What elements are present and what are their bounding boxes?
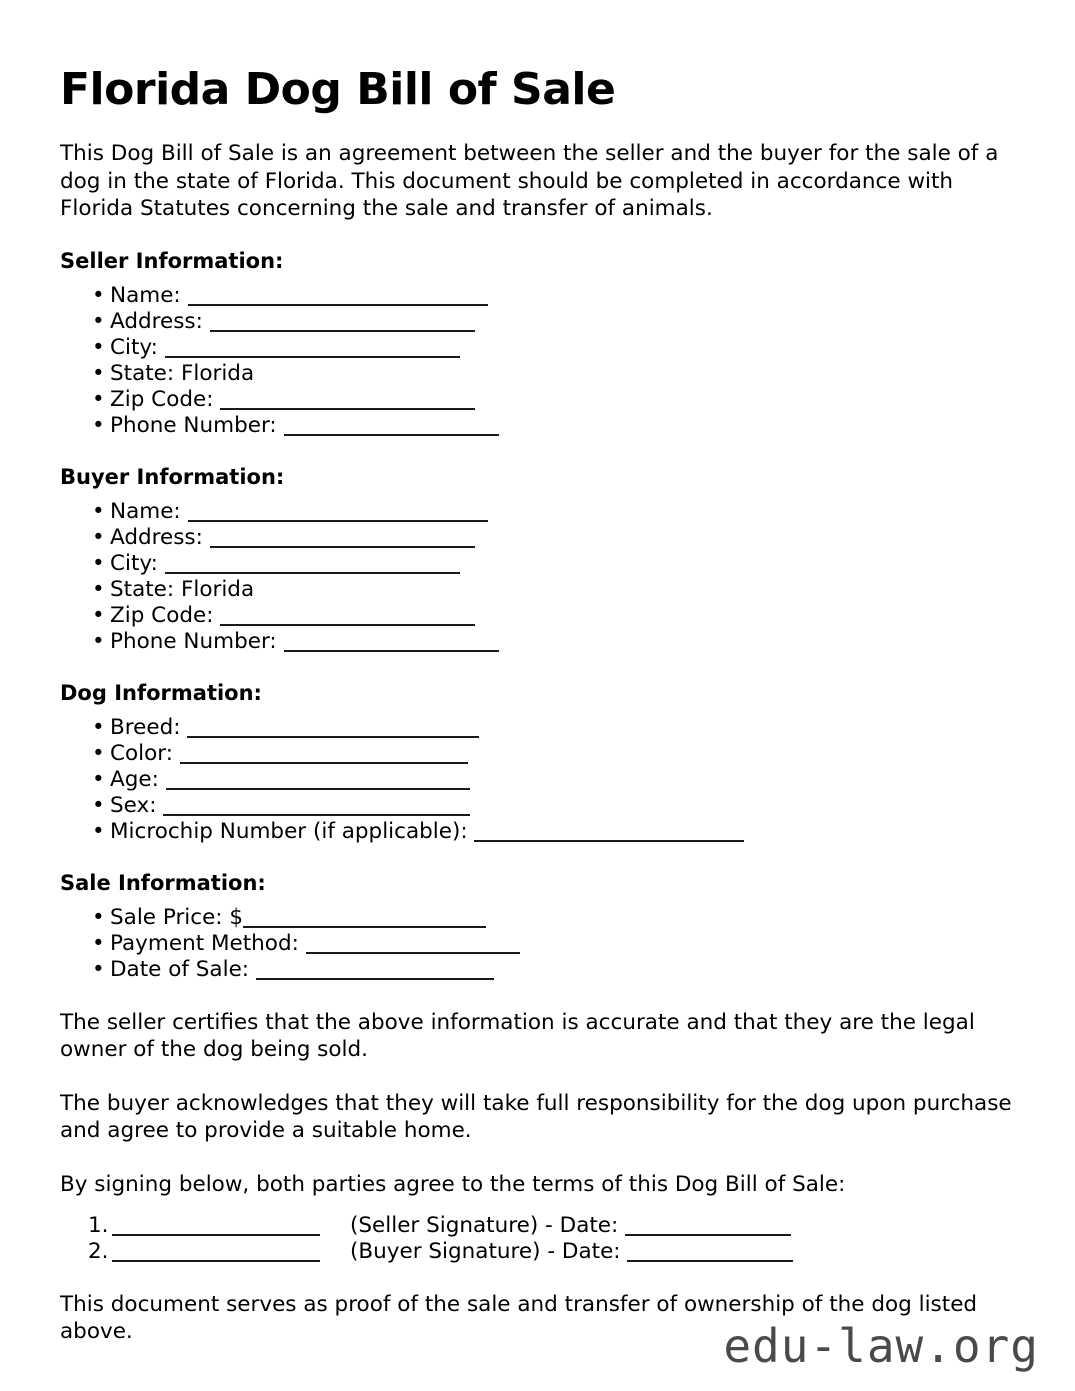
bullet-icon: • xyxy=(92,308,105,334)
list-item xyxy=(60,767,1015,793)
field-spacer xyxy=(299,931,306,956)
bullet-icon: • xyxy=(92,818,105,844)
list-item xyxy=(60,905,1015,931)
fill-in-blank[interactable] xyxy=(163,814,470,816)
bullet-icon: • xyxy=(92,628,105,654)
list-item xyxy=(60,819,1015,845)
fill-in-blank[interactable] xyxy=(220,408,475,410)
fill-in-blank[interactable] xyxy=(256,978,494,980)
field-label: Date of Sale: xyxy=(110,956,250,982)
list-item xyxy=(60,629,1015,655)
list-item xyxy=(60,551,1015,577)
sale-information-list xyxy=(60,895,1015,983)
fill-in-blank[interactable] xyxy=(165,356,460,358)
fill-in-blank[interactable] xyxy=(243,926,486,928)
field-label: City: xyxy=(110,550,158,576)
field-spacer xyxy=(173,741,180,766)
fill-in-blank[interactable] xyxy=(210,546,475,548)
field-label: Zip Code: xyxy=(110,386,214,412)
signature-blank-wrapper xyxy=(112,1213,350,1239)
list-number: 1. xyxy=(88,1212,109,1238)
seller-certification-paragraph: The seller certifies that the above information is accurate and that they are the legal owner of the dog being sold. xyxy=(60,1009,975,1063)
bullet-icon: • xyxy=(92,386,105,412)
field-spacer xyxy=(468,819,475,844)
fill-in-blank[interactable] xyxy=(284,650,499,652)
list-item xyxy=(60,335,1015,361)
field-spacer xyxy=(277,629,284,654)
field-spacer xyxy=(158,551,165,576)
list-item xyxy=(60,793,1015,819)
bullet-icon: • xyxy=(92,360,105,386)
dog-information-list xyxy=(60,705,1015,845)
field-label: Color: xyxy=(110,740,173,766)
bullet-icon: • xyxy=(92,498,105,524)
bullet-icon: • xyxy=(92,576,105,602)
list-item xyxy=(60,741,1015,767)
list-item xyxy=(60,309,1015,335)
list-item xyxy=(60,387,1015,413)
buyer-acknowledgement-paragraph: The buyer acknowledges that they will take full responsibility for the dog upon purchase and agree to provide a suitable home. xyxy=(60,1090,1012,1144)
field-label: Sale Price: $ xyxy=(110,904,244,930)
field-label: Address: xyxy=(110,524,203,550)
list-item xyxy=(60,577,1015,603)
seller-information-list xyxy=(60,273,1015,439)
field-label: Zip Code: xyxy=(110,602,214,628)
bullet-icon: • xyxy=(92,550,105,576)
list-number: 2. xyxy=(88,1238,109,1264)
bullet-icon: • xyxy=(92,282,105,308)
list-item xyxy=(60,283,1015,309)
list-item xyxy=(60,957,1015,983)
bullet-icon: • xyxy=(92,740,105,766)
field-label: Payment Method: xyxy=(110,930,299,956)
list-item xyxy=(60,413,1015,439)
field-label: Phone Number: xyxy=(110,628,277,654)
field-spacer xyxy=(181,499,188,524)
bullet-icon: • xyxy=(92,334,105,360)
fill-in-blank[interactable] xyxy=(306,952,520,954)
buyer-information-heading: Buyer Information: xyxy=(60,464,285,489)
bullet-icon: • xyxy=(92,412,105,438)
fill-in-blank[interactable] xyxy=(220,624,475,626)
list-item xyxy=(60,361,1015,387)
page-title: Florida Dog Bill of Sale xyxy=(60,64,616,115)
intro-paragraph: This Dog Bill of Sale is an agreement between the seller and the buyer for the sale of a dog in the state of Florida. This document should be completed in accordance with Florida Statutes concerning the sale and transfer of animals. xyxy=(60,141,999,222)
field-label: Name: xyxy=(110,498,181,524)
field-label: Breed: xyxy=(110,714,181,740)
list-item xyxy=(60,715,1015,741)
fill-in-blank[interactable] xyxy=(188,520,488,522)
signature-row xyxy=(60,1239,1015,1265)
field-spacer xyxy=(180,715,187,740)
seller-information-heading: Seller Information: xyxy=(60,248,284,273)
signature-list xyxy=(60,1199,1015,1265)
list-item xyxy=(60,603,1015,629)
fill-in-blank[interactable] xyxy=(210,330,475,332)
field-spacer xyxy=(158,335,165,360)
field-spacer xyxy=(203,525,210,550)
field-label: Microchip Number (if applicable): xyxy=(110,818,468,844)
dog-information-heading: Dog Information: xyxy=(60,680,262,705)
field-spacer xyxy=(156,793,163,818)
bullet-icon: • xyxy=(92,714,105,740)
list-item xyxy=(60,525,1015,551)
fill-in-blank[interactable] xyxy=(180,762,468,764)
signature-row xyxy=(60,1213,1015,1239)
list-item xyxy=(60,499,1015,525)
bullet-icon: • xyxy=(92,524,105,550)
field-value: Florida xyxy=(174,360,255,386)
signing-intro-paragraph: By signing below, both parties agree to the terms of this Dog Bill of Sale: xyxy=(60,1172,846,1197)
field-spacer xyxy=(181,283,188,308)
signature-blank[interactable] xyxy=(112,1260,320,1262)
fill-in-blank[interactable] xyxy=(188,304,488,306)
field-value: Florida xyxy=(174,576,255,602)
field-label: State: xyxy=(110,576,175,602)
sale-information-heading: Sale Information: xyxy=(60,870,266,895)
signature-role-label: (Buyer Signature) - Date: xyxy=(350,1238,628,1264)
site-watermark: edu-law.org xyxy=(723,1319,1039,1373)
bullet-icon: • xyxy=(92,602,105,628)
field-label: Sex: xyxy=(110,792,157,818)
bullet-icon: • xyxy=(92,766,105,792)
field-label: Age: xyxy=(110,766,159,792)
field-label: Address: xyxy=(110,308,203,334)
bullet-icon: • xyxy=(92,904,105,930)
field-label: City: xyxy=(110,334,158,360)
list-item xyxy=(60,931,1015,957)
signature-role-label: (Seller Signature) - Date: xyxy=(350,1212,626,1238)
field-spacer xyxy=(203,309,210,334)
bullet-icon: • xyxy=(92,956,105,982)
field-spacer xyxy=(159,767,166,792)
fill-in-blank[interactable] xyxy=(187,736,479,738)
field-spacer xyxy=(213,387,220,412)
fill-in-blank[interactable] xyxy=(284,434,499,436)
field-spacer xyxy=(249,957,256,982)
fill-in-blank[interactable] xyxy=(474,840,744,842)
closing-paragraph: This document serves as proof of the sale and transfer of ownership of the dog listed above. xyxy=(60,1291,978,1345)
field-spacer xyxy=(213,603,220,628)
signature-blank[interactable] xyxy=(112,1234,320,1236)
field-label: Name: xyxy=(110,282,181,308)
fill-in-blank[interactable] xyxy=(166,788,470,790)
bullet-icon: • xyxy=(92,792,105,818)
signature-blank-wrapper xyxy=(112,1239,350,1265)
signature-date-blank[interactable] xyxy=(627,1260,793,1262)
field-label: State: xyxy=(110,360,175,386)
buyer-information-list xyxy=(60,489,1015,655)
signature-date-blank[interactable] xyxy=(625,1234,791,1236)
field-spacer xyxy=(277,413,284,438)
document-content xyxy=(60,0,1015,1346)
bullet-icon: • xyxy=(92,930,105,956)
field-label: Phone Number: xyxy=(110,412,277,438)
fill-in-blank[interactable] xyxy=(165,572,460,574)
